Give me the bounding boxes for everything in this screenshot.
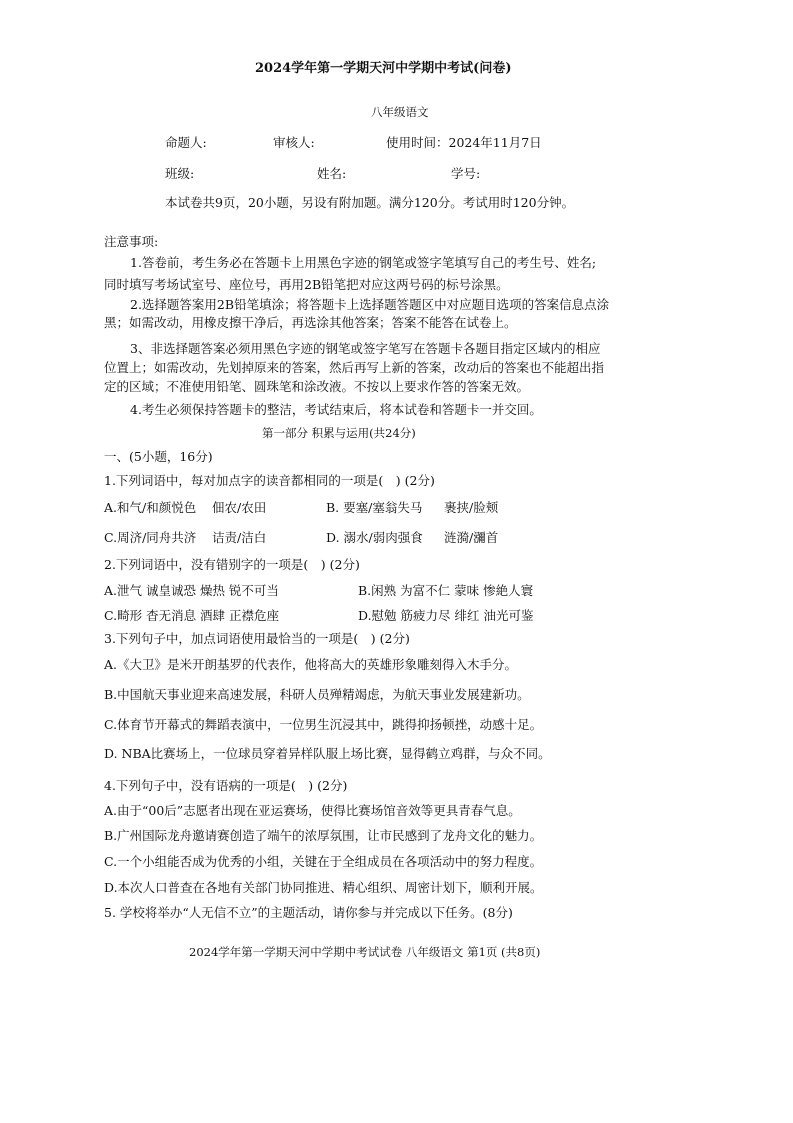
- q4-option-d: D.本次人口普查在各地有关部门协同推进、精心组织、周密计划下，顺利开展。: [104, 880, 543, 895]
- q1-option-d-word-2: 涟漪/瀰首: [444, 530, 499, 545]
- q3-option-a: A.《大卫》是米开朗基罗的代表作，他将高大的英雄形象雕刻得入木手分。: [104, 657, 518, 672]
- q3-option-b: B.中国航天事业迎来高速发展，科研人员殚精竭虑，为航天事业发展建新功。: [104, 687, 530, 702]
- class-label: 班级:: [165, 166, 195, 181]
- q2-option-b: B.闲熟 为富不仁 蒙味 惨絶人寰: [358, 583, 534, 598]
- name-label: 姓名:: [317, 166, 347, 181]
- subject-label: 八年级语文: [371, 105, 429, 119]
- question-1-options-cd: [104, 530, 624, 546]
- exam-summary: 本试卷共9页，20小题，另设有附加题。满分120分。考试用时120分钟。: [165, 195, 575, 210]
- part-heading: 第一部分 积累与运用(共24分): [262, 426, 416, 440]
- author-row: [165, 135, 585, 151]
- question-4-stem: 4.下列句子中，没有语病的一项是( ) (2分): [104, 778, 348, 793]
- q2-option-c: C.畸形 杳无消息 酒肆 正襟危座: [104, 608, 280, 623]
- q1-option-c-word-2: 诘责/洁白: [212, 530, 267, 545]
- use-time-label: 使用时间：2024年11月7日: [386, 135, 542, 150]
- question-1-options-ab: [104, 500, 624, 516]
- notice-item-1-line-2: 同时填写考场试室号、座位号，再用2B铅笔把对应这两号码的标号涂黑。: [104, 277, 509, 292]
- reviewer-label: 审核人:: [273, 135, 315, 150]
- question-3-stem: 3.下列句子中，加点词语使用最恰当的一项是( ) (2分): [104, 631, 410, 646]
- notice-item-3-line-3: 定的区域；不准使用铅笔、圆珠笔和涂改液。不按以上要求作答的答案无效。: [104, 379, 530, 394]
- q4-option-c: C.一个小组能否成为优秀的小组，关键在于全组成员在各项活动中的努力程度。: [104, 854, 543, 869]
- notice-item-4: 4.考生必须保持答题卡的整洁，考试结束后，将本试卷和答题卡一并交回。: [130, 402, 542, 417]
- proposer-label: 命题人:: [165, 135, 207, 150]
- q1-option-b-word-2: 裹挟/脸颊: [444, 500, 499, 515]
- q4-option-a: A.由于“00后”志愿者出现在亚运赛场，使得比赛场馆音效等更具青春气息。: [104, 803, 521, 818]
- page-footer: 2024学年第一学期天河中学期中考试试卷 八年级语文 第1页 (共8页): [189, 945, 541, 959]
- q1-option-b-word: B. 要塞/塞翁失马: [326, 500, 423, 515]
- notice-item-3-line-1: 3、非选择题答案必须用黑色字迹的钢笔或签字笔写在答题卡各题目指定区域内的相应: [130, 341, 601, 356]
- question-2-stem: 2.下列词语中，没有错别字的一项是( ) (2分): [104, 557, 360, 572]
- notice-item-1-line-1: 1.答卷前，考生务必在答题卡上用黑色字迹的钢笔或签字笔填写自己的考生号、姓名;: [130, 255, 597, 270]
- section-heading: 一、(5小题，16分): [104, 449, 213, 464]
- q3-option-d: D. NBA比赛场上，一位球员穿着异样队服上场比赛，显得鹤立鸡群，与众不同。: [104, 746, 551, 761]
- notice-heading: 注意事项:: [104, 234, 159, 249]
- question-2-options-cd: [104, 608, 624, 624]
- q1-option-a-word-2: 佃农/农田: [212, 500, 267, 515]
- q3-option-c: C.体育节开幕式的舞蹈表演中，一位男生沉浸其中，跳得抑扬顿挫，动感十足。: [104, 717, 543, 732]
- q2-option-a: A.泄气 诚皇诚恐 燥热 锐不可当: [104, 583, 279, 598]
- notice-item-2-line-1: 2.选择题答案用2B铅笔填涂；将答题卡上选择题答题区中对应题目选项的答案信息点涂: [130, 297, 610, 312]
- exam-title: 2024学年第一学期天河中学期中考试(问卷): [255, 61, 512, 76]
- question-5-stem: 5. 学校将举办“人无信不立”的主题活动，请你参与并完成以下任务。(8分): [104, 905, 513, 920]
- q1-option-d-word: D. 溺水/弱肉强食: [326, 530, 423, 545]
- notice-item-2-line-2: 黑；如需改动，用橡皮擦干净后，再选涂其他答案；答案不能答在试卷上。: [104, 315, 517, 330]
- question-1-stem: 1.下列词语中，每对加点字的读音都相同的一项是( ) (2分): [104, 473, 435, 488]
- student-info-row: [165, 166, 585, 182]
- q1-option-c-word: C.周济/同舟共济: [104, 530, 197, 545]
- q1-option-a-word: A.和气/和颜悦色: [104, 500, 197, 515]
- notice-item-3-line-2: 位置上；如需改动，先划掉原来的答案，然后再写上新的答案，改动后的答案也不能超出指: [104, 360, 605, 375]
- q4-option-b: B.广州国际龙舟邀请赛创造了端午的浓厚氛围，让市民感到了龙舟文化的魅力。: [104, 828, 543, 843]
- student-id-label: 学号:: [451, 166, 481, 181]
- question-2-options-ab: [104, 583, 624, 599]
- q2-option-d: D.慰勉 筋疲力尽 绯红 油光可鉴: [358, 608, 534, 623]
